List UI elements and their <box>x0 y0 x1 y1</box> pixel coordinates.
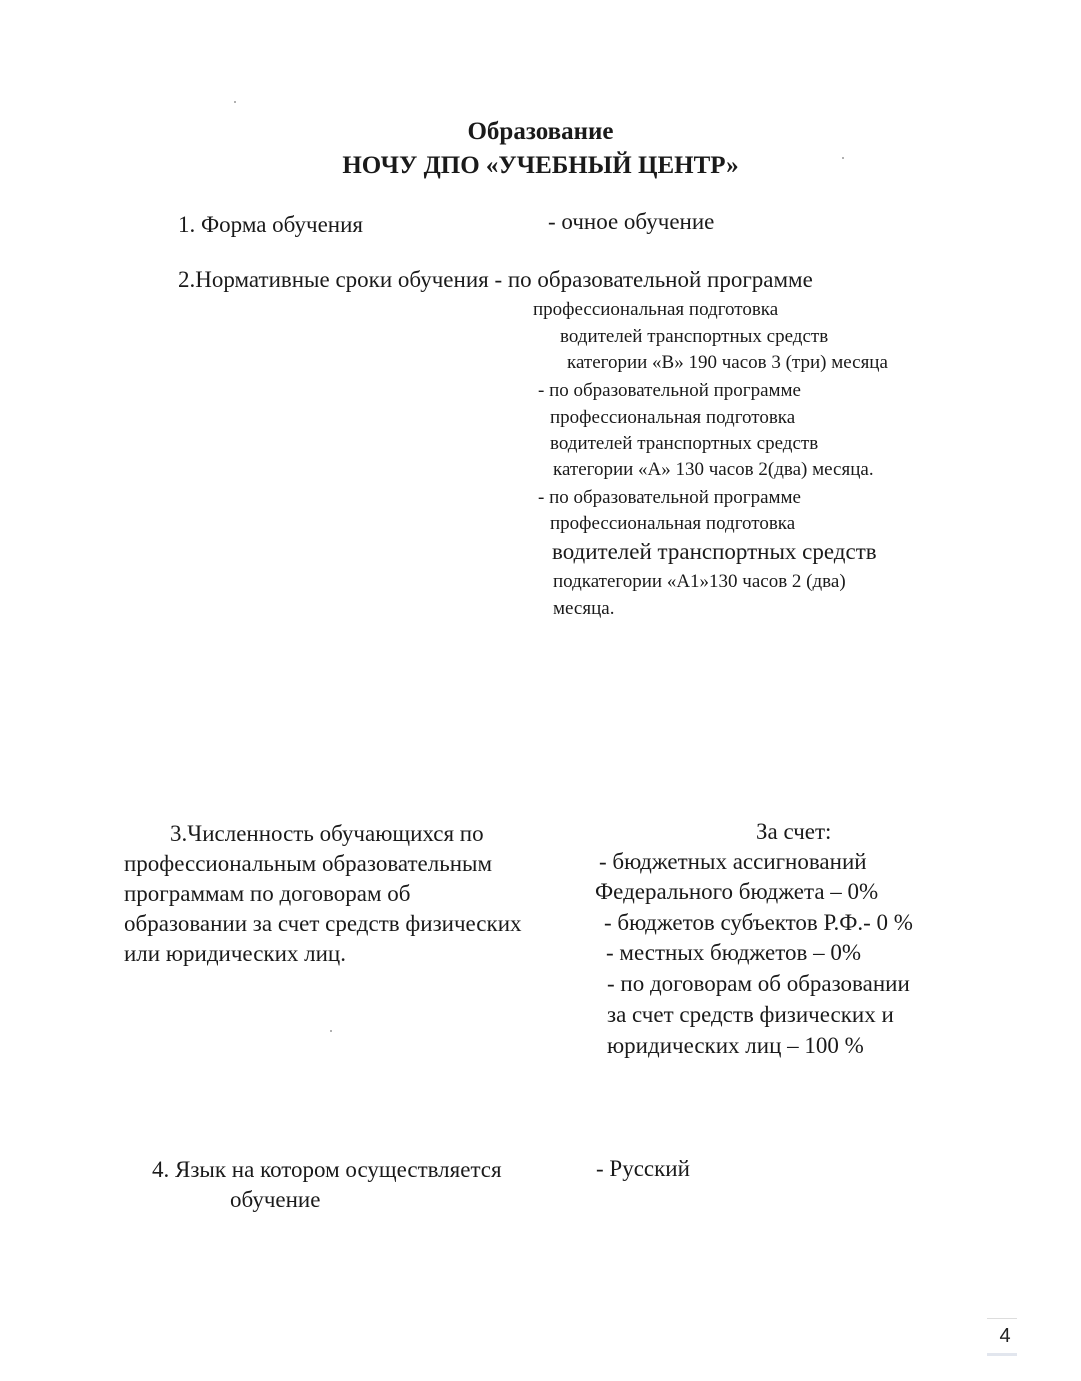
section2-line: профессиональная подготовка <box>550 407 796 428</box>
section2-line: категории «В» 190 часов 3 (три) месяца <box>567 352 888 373</box>
section2-label: 2.Нормативные сроки обучения - по образовательной программе <box>178 267 813 292</box>
section2-line: водителей транспортных средств <box>550 433 819 454</box>
page-subtitle: НОЧУ ДПО «УЧЕБНЫЙ ЦЕНТР» <box>342 152 739 179</box>
section3-right-line: За счет: <box>756 819 832 844</box>
section3-right-line: - по договорам об образовании <box>607 971 910 996</box>
page-number: 4 <box>985 1316 1025 1356</box>
section3-left-line: программам по договорам об <box>124 881 411 906</box>
section3-left-line: образовании за счет средств физических <box>124 911 522 936</box>
section3-right-line: за счет средств физических и <box>607 1002 894 1027</box>
section2-line: месяца. <box>553 598 615 619</box>
section3-right-line: - местных бюджетов – 0% <box>606 940 861 965</box>
section2-line: категории «А» 130 часов 2(два) месяца. <box>553 459 874 480</box>
section3-right-line: - бюджетных ассигнований <box>599 849 867 874</box>
scan-speck <box>842 157 844 159</box>
section3-left-line: 3.Численность обучающихся по <box>170 821 484 846</box>
section3-left-line: профессиональным образовательным <box>124 851 493 876</box>
page-title: Образование <box>467 118 614 145</box>
section2-line: водителей транспортных средств <box>560 326 829 347</box>
section4-value: - Русский <box>596 1156 690 1181</box>
section4-label-cont: обучение <box>230 1187 321 1212</box>
section2-line: водителей транспортных средств <box>552 539 877 564</box>
section3-left-line: или юридических лиц. <box>124 941 346 966</box>
section2-line: подкатегории «А1»130 часов 2 (два) <box>553 571 846 592</box>
scan-speck <box>234 101 236 103</box>
section3-right-line: - бюджетов субъектов Р.Ф.- 0 % <box>604 910 913 935</box>
section2-line: профессиональная подготовка <box>533 299 779 320</box>
section4-label: 4. Язык на котором осуществляется <box>152 1157 502 1182</box>
section3-right-line: Федерального бюджета – 0% <box>595 879 879 904</box>
scan-speck <box>330 1030 332 1032</box>
section2-line: профессиональная подготовка <box>550 513 796 534</box>
section2-line: - по образовательной программе <box>538 380 801 401</box>
section2-line: - по образовательной программе <box>538 487 801 508</box>
section1-value: - очное обучение <box>548 209 715 234</box>
section3-right-line: юридических лиц – 100 % <box>607 1033 864 1058</box>
section1-label: 1. Форма обучения <box>178 212 363 237</box>
